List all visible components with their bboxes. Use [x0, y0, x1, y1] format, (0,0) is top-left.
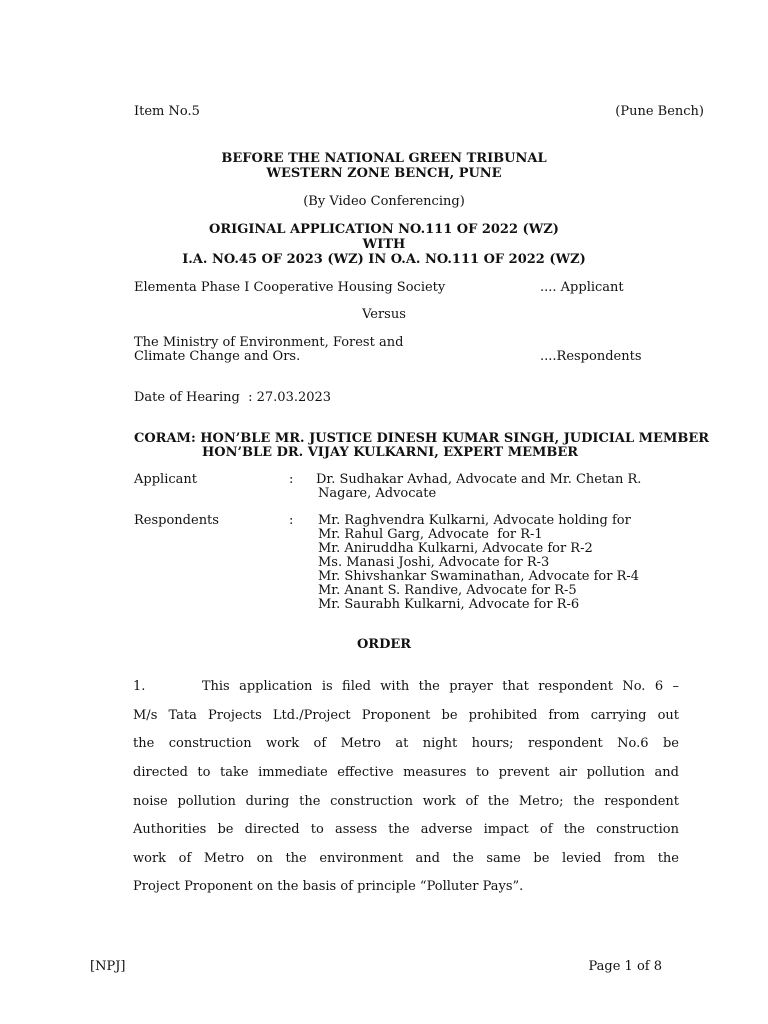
- respondent-counsel-line: Mr. Aniruddha Kulkarni, Advocate for R-2: [318, 541, 593, 556]
- paragraph-line: the construction work of Metro at night hours; respondent No.6 be: [133, 736, 679, 751]
- respondent-role: ....Respondents: [540, 349, 642, 364]
- respondent-counsel-line: Mr. Saurabh Kulkarni, Advocate for R-6: [318, 597, 580, 612]
- hearing-mode: (By Video Conferencing): [303, 194, 465, 209]
- paragraph-line: Project Proponent on the basis of principle “Polluter Pays”.: [133, 879, 524, 894]
- paragraph-line: Authorities be directed to assess the adverse impact of the construction: [133, 822, 679, 837]
- paragraph-line: noise pollution during the construction work of the Metro; the respondent: [133, 794, 679, 809]
- applicant-colon: :: [289, 472, 294, 487]
- paragraph-line: 1. This application is filed with the prayer that respondent No. 6 –: [133, 679, 679, 694]
- paragraph-line: directed to take immediate effective measures to prevent air pollution and: [133, 765, 679, 780]
- order-heading: ORDER: [356, 637, 412, 652]
- applicant-role: .... Applicant: [540, 280, 624, 295]
- respondent-counsel-line: Mr. Anant S. Randive, Advocate for R-5: [318, 583, 577, 598]
- paragraph-line: M/s Tata Projects Ltd./Project Proponent be prohibited from carrying out: [133, 708, 679, 723]
- respondent-counsel-line: Mr. Raghvendra Kulkarni, Advocate holding for: [318, 513, 631, 528]
- applicant-label: Applicant: [134, 472, 197, 487]
- coram-line1: CORAM: HON’BLE MR. JUSTICE DINESH KUMAR SINGH, JUDICIAL MEMBER: [134, 431, 710, 446]
- respondent-counsel-line: Mr. Shivshankar Swaminathan, Advocate for R-4: [318, 569, 640, 584]
- footer-code: [NPJ]: [90, 959, 126, 974]
- tribunal-title: BEFORE THE NATIONAL GREEN TRIBUNAL: [221, 151, 547, 166]
- date-of-hearing: Date of Hearing : 27.03.2023: [134, 390, 332, 405]
- bench-tag: (Pune Bench): [615, 104, 704, 119]
- coram-line2: HON’BLE DR. VIJAY KULKARNI, EXPERT MEMBER: [202, 445, 579, 460]
- respondent-counsel-line: Ms. Manasi Joshi, Advocate for R-3: [318, 555, 550, 570]
- respondents-label: Respondents: [134, 513, 219, 528]
- respondent-name-line2: Climate Change and Ors.: [134, 349, 301, 364]
- page-number: Page 1 of 8: [588, 959, 662, 974]
- versus-text: Versus: [362, 307, 406, 322]
- case-number-ia: I.A. NO.45 OF 2023 (WZ) IN O.A. NO.111 OF 2022 (WZ): [182, 252, 586, 267]
- case-with: WITH: [362, 237, 406, 252]
- case-number-main: ORIGINAL APPLICATION NO.111 OF 2022 (WZ): [209, 222, 559, 237]
- respondent-name-line1: The Ministry of Environment, Forest and: [134, 335, 404, 350]
- respondent-counsel-line: Mr. Rahul Garg, Advocate for R-1: [318, 527, 543, 542]
- paragraph-line: work of Metro on the environment and the same be levied from the: [133, 851, 679, 866]
- respondents-colon: :: [289, 513, 294, 528]
- item-number: Item No.5: [134, 104, 200, 119]
- applicant-counsel-line: Dr. Sudhakar Avhad, Advocate and Mr. Chetan R.: [316, 472, 642, 487]
- tribunal-bench: WESTERN ZONE BENCH, PUNE: [266, 166, 502, 181]
- applicant-name: Elementa Phase I Cooperative Housing Society: [134, 280, 446, 295]
- applicant-counsel-line: Nagare, Advocate: [318, 486, 437, 501]
